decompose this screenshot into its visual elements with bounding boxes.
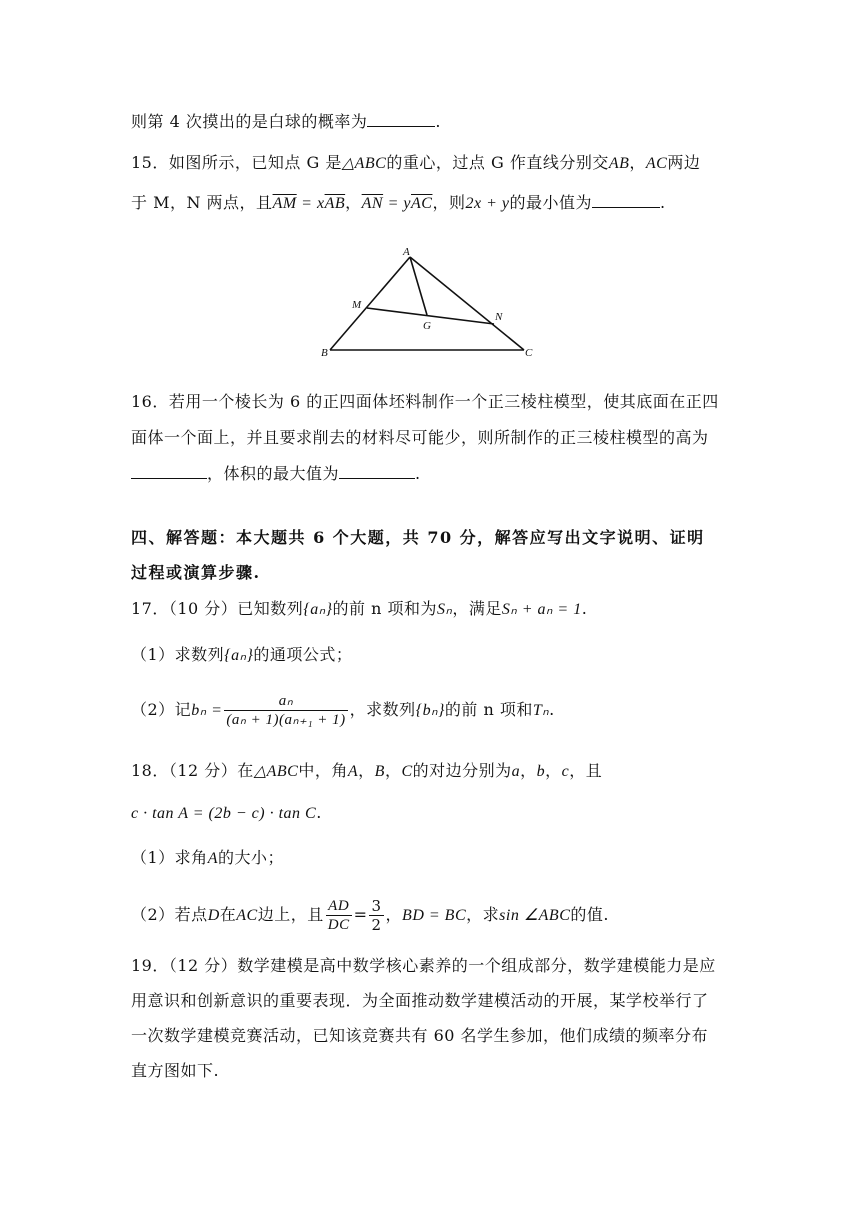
label-m: M xyxy=(352,299,362,311)
q16-line2: 面体一个面上，并且要求削去的材料尽可能少，则所制作的正三棱柱模型的高为 xyxy=(131,428,709,447)
q14-text: 则第 4 次摸出的是白球的概率为 xyxy=(131,112,368,131)
label-c: C xyxy=(525,347,533,359)
side-ab xyxy=(330,257,410,350)
fraction-3-2: $\frac{3}{2}$ xyxy=(371,897,382,934)
median-ag xyxy=(410,257,427,315)
label-a: A xyxy=(403,246,410,258)
q18-condition: c · tan A = (2b − c) · tan C. xyxy=(131,803,322,822)
fraction-ad-dc: $\frac{AD}{DC}$ xyxy=(327,898,350,933)
q19-line4: 直方图如下. xyxy=(131,1061,220,1080)
q15-line2: 于 M，N 两点，且$\overline{AM} = x\overline{AB}$，$\overline{AN} = y\overline{AC}$，则2x + y的最小值为 . xyxy=(131,193,666,212)
q18-part2: （2）若点D在AC边上，且 $\frac{AD}{DC}$ = $\frac{3}{2}$ ，BD = BC，求sin ∠ABC的值. xyxy=(131,897,609,934)
q16-line1: 16．若用一个棱长为 6 的正四面体坯料制作一个正三棱柱模型，使其底面在正四 xyxy=(131,392,719,411)
section-heading-line1: 四、解答题：本大题共 6 个大题，共 70 分，解答应写出文字说明、证明 xyxy=(131,528,705,547)
q19-line2: 用意识和创新意识的重要表现．为全面推动数学建模活动的开展，某学校举行了 xyxy=(131,991,709,1010)
q19-line3: 一次数学建模竞赛活动，已知该竞赛共有 60 名学生参加，他们成绩的频率分布 xyxy=(131,1026,709,1045)
q18-part1: （1）求角A的大小； xyxy=(131,848,284,867)
q17-part2: （2）记bₙ = $\frac{\text{aₙ}}{\text{(aₙ + 1)(aₙ₊₁ + 1)}}$ ，求数列{bₙ}的前 n 项和Tₙ. xyxy=(131,693,555,728)
answer-blank xyxy=(367,110,435,127)
q17-head: 17．（10 分）已知数列{aₙ}的前 n 项和为Sₙ，满足Sₙ + aₙ = 1. xyxy=(131,599,588,618)
q17-part1: （1）求数列{aₙ}的通项公式； xyxy=(131,645,353,664)
q19-line1: 19．（12 分）数学建模是高中数学核心素养的一个组成部分，数学建模能力是应 xyxy=(131,956,716,975)
q14-tail: 则第 4 次摸出的是白球的概率为 . xyxy=(131,112,441,131)
q15-line1: 15．如图所示，已知点 G 是△ABC的重心，过点 G 作直线分别交AB，AC两边 xyxy=(131,153,701,172)
triangle-figure xyxy=(310,240,550,365)
label-n: N xyxy=(495,311,503,323)
q16-line3: ，体积的最大值为 . xyxy=(131,462,731,486)
answer-blank xyxy=(339,462,415,479)
answer-blank xyxy=(592,191,660,208)
answer-blank xyxy=(131,462,207,479)
side-ac xyxy=(410,257,524,350)
fraction-bn: $\frac{\text{aₙ}}{\text{(aₙ + 1)(aₙ₊₁ + 1)}}$ xyxy=(226,693,346,728)
section-heading-line2: 过程或演算步骤. xyxy=(131,563,261,582)
label-b: B xyxy=(321,347,328,359)
label-g: G xyxy=(423,320,431,332)
q18-head: 18．（12 分）在△ABC中，角A，B，C的对边分别为a，b，c，且 xyxy=(131,761,603,780)
